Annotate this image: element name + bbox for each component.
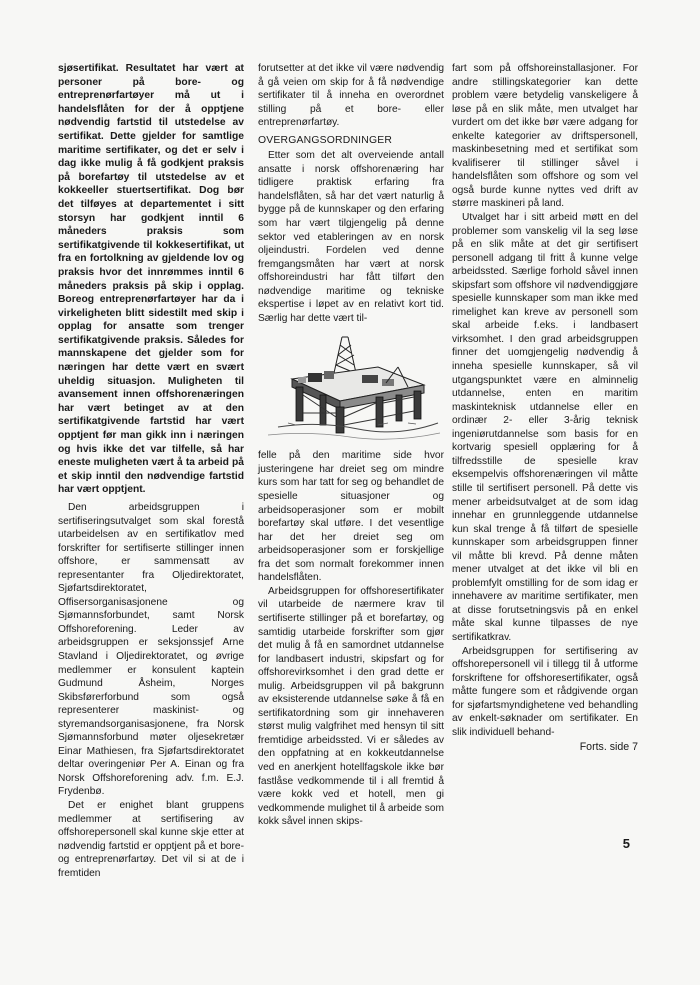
section-heading: OVERGANGSORDNINGER bbox=[258, 134, 393, 146]
paragraph: Utvalget har i sitt arbeid møtt en del problemer som vanskelig vil la seg løse på en slik måte at det gir sertifisert personell adgang til fritt å kunne velge arbeidssted. Særlige forhold såvel innen skipsfart som offshore vil nødvendiggjøre spesielle kunnskaper som man ikke med rimelighet kan kreve av personell som skal arbeide f.eks. i landbasert virksomhet. I den grad arbeidsgruppen finner det uomgjengelig nødvendig å inneha spesielle kunnskaper, så vil utgangspunktet være en alminnelig utdannelse, enten en maritim maskinteknisk utdannelse eller en ordinær 2- eller 3-årig teknisk ingeniørutdannelse som basis for en kortvarig spesiell opplæring for å tilfredsstille de spesielle krav eksempelvis offshorenæringen vil måtte stille til sertifisert personell. På dette vis mener arbeidsutvalget at de som idag innehar en grunnleggende utdannelse kun skal trenge å få tilført de spesielle kunnskaper som arbeidsgruppen finner vil måtte bli krevd. På denne måten mener utvalget at det ikke vil bli en problemfylt omstilling for de som idag er innehavere av maritime sertifikater, men at disse forutsetningsvis på en enkel måte skal kunne tilpasses de nye sertifikatkrav. bbox=[452, 212, 638, 643]
paragraph: Den arbeidsgruppen i sertifiseringsutvalget som skal forestå utarbeidelsen av en sertifikatlov med forskrifter for sertifiserte stillinger innen offshore, er sammensatt av representanter fra Oljedirektoratet, Sjøfartsdirektoratet, Offisersorganisasjonene og Sjømannsforbundet, samt Norsk Offshoreforening. Leder av arbeidsgruppen er seksjonssjef Arne Stavland i Oljedirektoratet, og øvrige medlemmer er konsulent kaptein Gudmund Åsheim, Norges Skibsførerforbund som også representerer maskinist- og styremandsorganisasjonene, fra Norsk Sjømannsforbund møter oljesekretær Einar Mathiesen, fra Sjøfartsdirektoratet deltar overingeniør Per A. Einan og fra Norsk Offshoreforening adv. f.m. E.J. Frydenbø. bbox=[58, 502, 244, 798]
paragraph: fart som på offshoreinstallasjoner. For andre stillingskategorier kan dette problem være betydelig vanskeligere å løse på en slik måte, men utvalget har vurdert om det ikke bør være adgang for enkelte kategorier av driftspersonell, maskinbesetning med et sertifikat som kvalifiserer til stillinger såvel i handelsflåten som offshore og som vel også burde kunne nyttes ved drift av større maskineri på land. bbox=[452, 63, 638, 210]
paragraph: Det er enighet blant gruppens medlemmer at sertifisering av offshorepersonell skal kunne skje etter at nødvendig fartstid er opptjent på et bore- og entreprenørfartøy. Det vil si at de i fremtiden bbox=[58, 800, 244, 879]
continued-note: Forts. side 7 bbox=[579, 741, 638, 754]
bold-paragraph: sjøsertifikat. Resultatet har vært at personer på bore- og entreprenørfartøyer må ut i handelsflåten for der å opptjene nødvendig fartstid til utstedelse av sertifikat. Dette gjelder for samtlige maritime sertifikater, og det er selv i dag ikke mulig å få godkjent praksis på borefartøy til utstedelse av et kokkeeller stuertsertifikat. Dog bør det tilføyes at departementet i sitt storsyn har godkjent inntil 6 måneders praksis som sertifikatgivende til kokkesertifikat, ut fra en fortolkning av gjeldende lov og praksis hvor det innrømmes inntil 6 måneders praksis på skip i opplag. Boreog entreprenørfartøyer har da i virkeligheten blitt sidestilt med skip i opplag for ansatte som trenger sertifikatgivende praksis. Således for mannskapene det gjelder som for næringen har dette vært en svært uheldig situasjon. Muligheten til avansement innen offshorenæringen har vært betinget av at den sertifikatgivende fartstid har vært opptjent før man gikk inn i næringen og hvis ikke det var tilfelle, så har eneste muligheten vært å ta arbeid på et skip inntil den nødvendige fartstid har vært opptjent. bbox=[58, 63, 244, 496]
page-number: 5 bbox=[622, 836, 630, 851]
paragraph: Etter som det alt overveiende antall ansatte i norsk offshorenæring har tidligere praktisk erfaring fra handelsflåten, så har det vært naturlig å bygge på de kunnskaper og den erfaring som har vært tilgjengelig på denne sektor ved etableringen av en norsk oljeindustri. Fordelen ved denne fremgangsmåten har vært at norsk offshoreindustri har fått tilført den nødvendige maritime og tekniske ekspertise i løpet av en relativt kort tid. Særlig har dette vært til- bbox=[258, 150, 444, 324]
text-column-1 bbox=[58, 62, 244, 880]
paragraph: Arbeidsgruppen for sertifisering av offshorepersonell vil i tillegg til å utforme forskriftene for offshoresertifikater, også måtte fungere som et rådgivende organ for sjøfartsmyndighetene ved behandling av enkelt-søknader om sertifikater. En slik individuell behand- bbox=[452, 645, 638, 738]
drilling-rig-illustration bbox=[258, 333, 444, 443]
paragraph: forutsetter at det ikke vil være nødvendig å gå veien om skip for å få nødvendige sertifikater til å inneha en overordnet stilling på et bore- eller entreprenørfartøy. bbox=[258, 63, 444, 129]
text-column-2 bbox=[258, 62, 444, 829]
text-column-3 bbox=[452, 62, 638, 755]
paragraph: Arbeidsgruppen for offshoresertifikater vil utarbeide de nærmere krav til sertifiserte stillinger på et borefartøy, og samtidig utarbeide forskrifter som gjør det mulig å få en samordnet utdannelse for landbasert industri, skipsfart og for offshorevirksomhet i den grad dette er mulig. Arbeidsgruppen vil på bakgrunn av eksisterende utdannelse søke å få en sertifikatordning som gir innehaveren størst mulig valgfrihet med hensyn til sitt fremtidige arbeidssted. Vi er således av den oppfatning at en kokkeutdannelse ved en anerkjent hotellfagskole ikke bør fastlåse vedkommende til i all fremtid å være kokk ved et hotell, men gi vedkommende mulighet til å arbeide som kokk såvel innen skips- bbox=[258, 585, 444, 828]
paragraph: felle på den maritime side hvor justeringene har dreiet seg om mindre kurs som har tatt for seg og behandlet de spesielle situasjoner og arbeidsoperasjoner som er mobilt borefartøy skal utføre. I det vesentlige har det her dreiet seg om arbeidsoperasjoner som er forskjellige fra det som normalt forekommer innen handelsflåten. bbox=[258, 450, 444, 584]
drilling-rig-image bbox=[258, 333, 444, 443]
